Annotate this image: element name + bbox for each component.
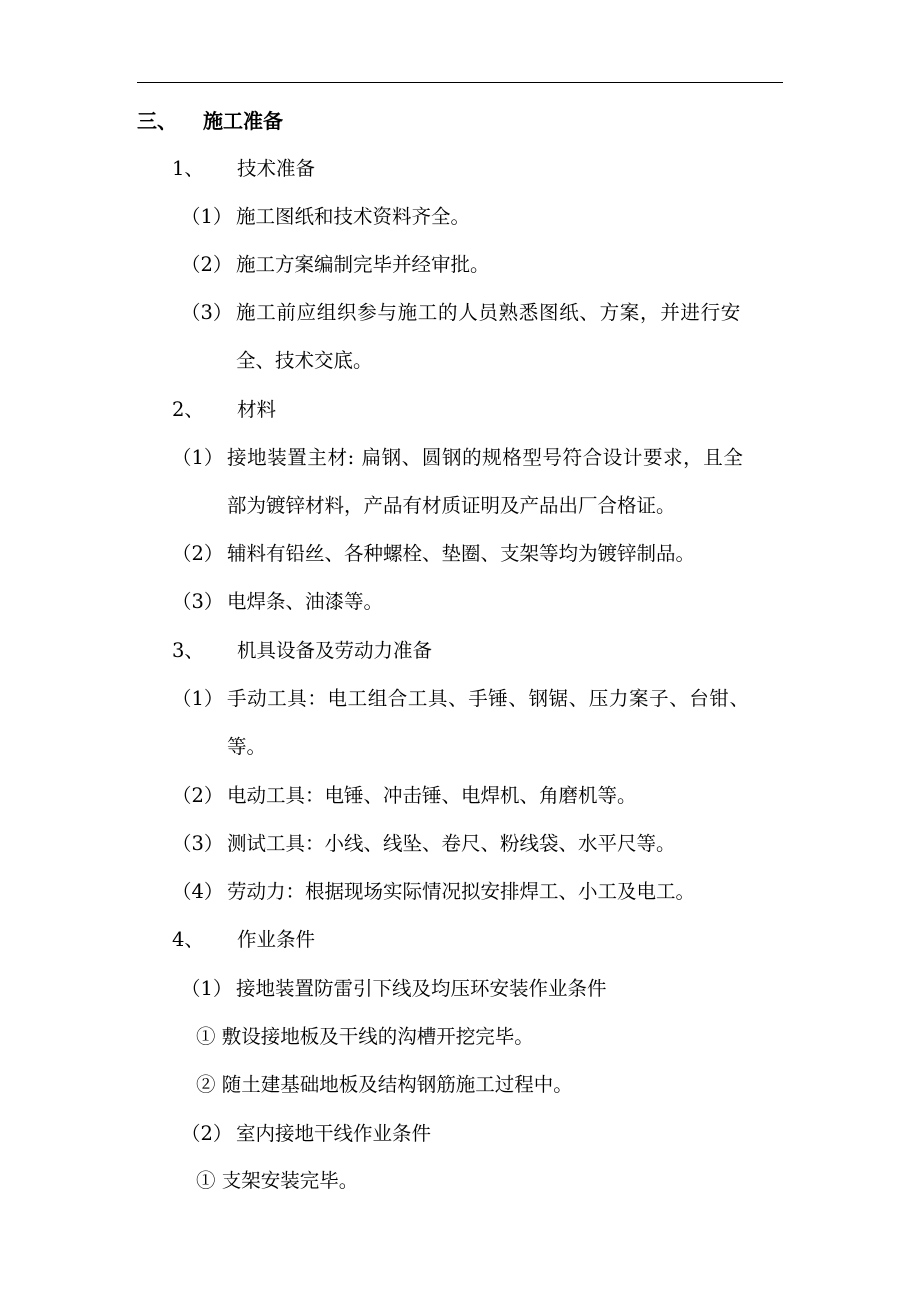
tech-p1 bbox=[181, 204, 470, 230]
item-4-number: 4、 bbox=[172, 928, 204, 951]
equipment-p2-number: （2） bbox=[172, 784, 224, 807]
material-p2 bbox=[172, 541, 695, 567]
item-2-title: 材料 bbox=[237, 398, 277, 421]
item-3-heading bbox=[172, 638, 432, 664]
item-4-heading bbox=[172, 927, 315, 953]
item-4-title: 作业条件 bbox=[237, 928, 316, 951]
equipment-p1-cont: 等。 bbox=[227, 735, 267, 758]
tech-p2-number: （2） bbox=[181, 253, 233, 276]
conditions-p1 bbox=[181, 976, 607, 1002]
equipment-p1-number: （1） bbox=[172, 687, 224, 710]
item-1-number: 1、 bbox=[172, 157, 204, 180]
equipment-p2-text: 电动工具：电锤、冲击锤、电焊机、角磨机等。 bbox=[227, 784, 637, 807]
conditions-p2-number: （2） bbox=[181, 1122, 233, 1145]
equipment-p3-number: （3） bbox=[172, 832, 224, 855]
material-p2-number: （2） bbox=[172, 542, 224, 565]
material-p2-text: 辅料有铅丝、各种螺栓、垫圈、支架等均为镀锌制品。 bbox=[227, 542, 696, 565]
conditions-p1-number: （1） bbox=[181, 977, 233, 1000]
section-number: 三、 bbox=[137, 109, 177, 133]
material-p1-number: （1） bbox=[172, 446, 224, 469]
material-p3-text: 电焊条、油漆等。 bbox=[227, 590, 384, 613]
tech-p2 bbox=[181, 252, 490, 278]
material-p3-number: （3） bbox=[172, 590, 224, 613]
item-2-number: 2、 bbox=[172, 398, 204, 421]
equipment-p1 bbox=[172, 686, 750, 712]
conditions-p2a: ① 支架安装完毕。 bbox=[196, 1169, 359, 1192]
item-1-title: 技术准备 bbox=[237, 157, 316, 180]
tech-p1-number: （1） bbox=[181, 205, 233, 228]
conditions-p1-text: 接地装置防雷引下线及均压环安装作业条件 bbox=[236, 977, 607, 1000]
conditions-p1b: ② 随土建基础地板及结构钢筋施工过程中。 bbox=[196, 1073, 573, 1096]
equipment-p2 bbox=[172, 783, 637, 809]
section-title: 施工准备 bbox=[203, 109, 283, 133]
equipment-p1-text: 手动工具：电工组合工具、手锤、钢锯、压力案子、台钳、 bbox=[227, 687, 750, 710]
tech-p3-cont: 全、技术交底。 bbox=[236, 349, 373, 372]
header-rule bbox=[137, 82, 783, 83]
conditions-p1a: ① 敷设接地板及干线的沟槽开挖完毕。 bbox=[196, 1025, 534, 1048]
material-p3 bbox=[172, 589, 383, 615]
item-1-heading bbox=[172, 156, 315, 182]
conditions-p2 bbox=[181, 1121, 431, 1147]
item-3-title: 机具设备及劳动力准备 bbox=[237, 639, 433, 662]
equipment-p4-number: （4） bbox=[172, 880, 224, 903]
item-3-number: 3、 bbox=[172, 639, 204, 662]
tech-p1-text: 施工图纸和技术资料齐全。 bbox=[236, 205, 471, 228]
tech-p2-text: 施工方案编制完毕并经审批。 bbox=[236, 253, 490, 276]
material-p1 bbox=[172, 445, 743, 471]
tech-p3-number: （3） bbox=[181, 301, 233, 324]
equipment-p3 bbox=[172, 831, 676, 857]
equipment-p4-text: 劳动力：根据现场实际情况拟安排焊工、小工及电工。 bbox=[227, 880, 696, 903]
material-p1-cont: 部为镀锌材料，产品有材质证明及产品出厂合格证。 bbox=[227, 494, 676, 517]
equipment-p3-text: 测试工具：小线、线坠、卷尺、粉线袋、水平尺等。 bbox=[227, 832, 676, 855]
material-p1-text: 接地装置主材: 扁钢、圆钢的规格型号符合设计要求，且全 bbox=[227, 446, 744, 469]
section-heading bbox=[137, 108, 283, 134]
tech-p3-text: 施工前应组织参与施工的人员熟悉图纸、方案，并进行安 bbox=[236, 301, 742, 324]
item-2-heading bbox=[172, 397, 276, 423]
equipment-p4 bbox=[172, 879, 695, 905]
conditions-p2-text: 室内接地干线作业条件 bbox=[236, 1122, 432, 1145]
tech-p3 bbox=[181, 300, 741, 326]
